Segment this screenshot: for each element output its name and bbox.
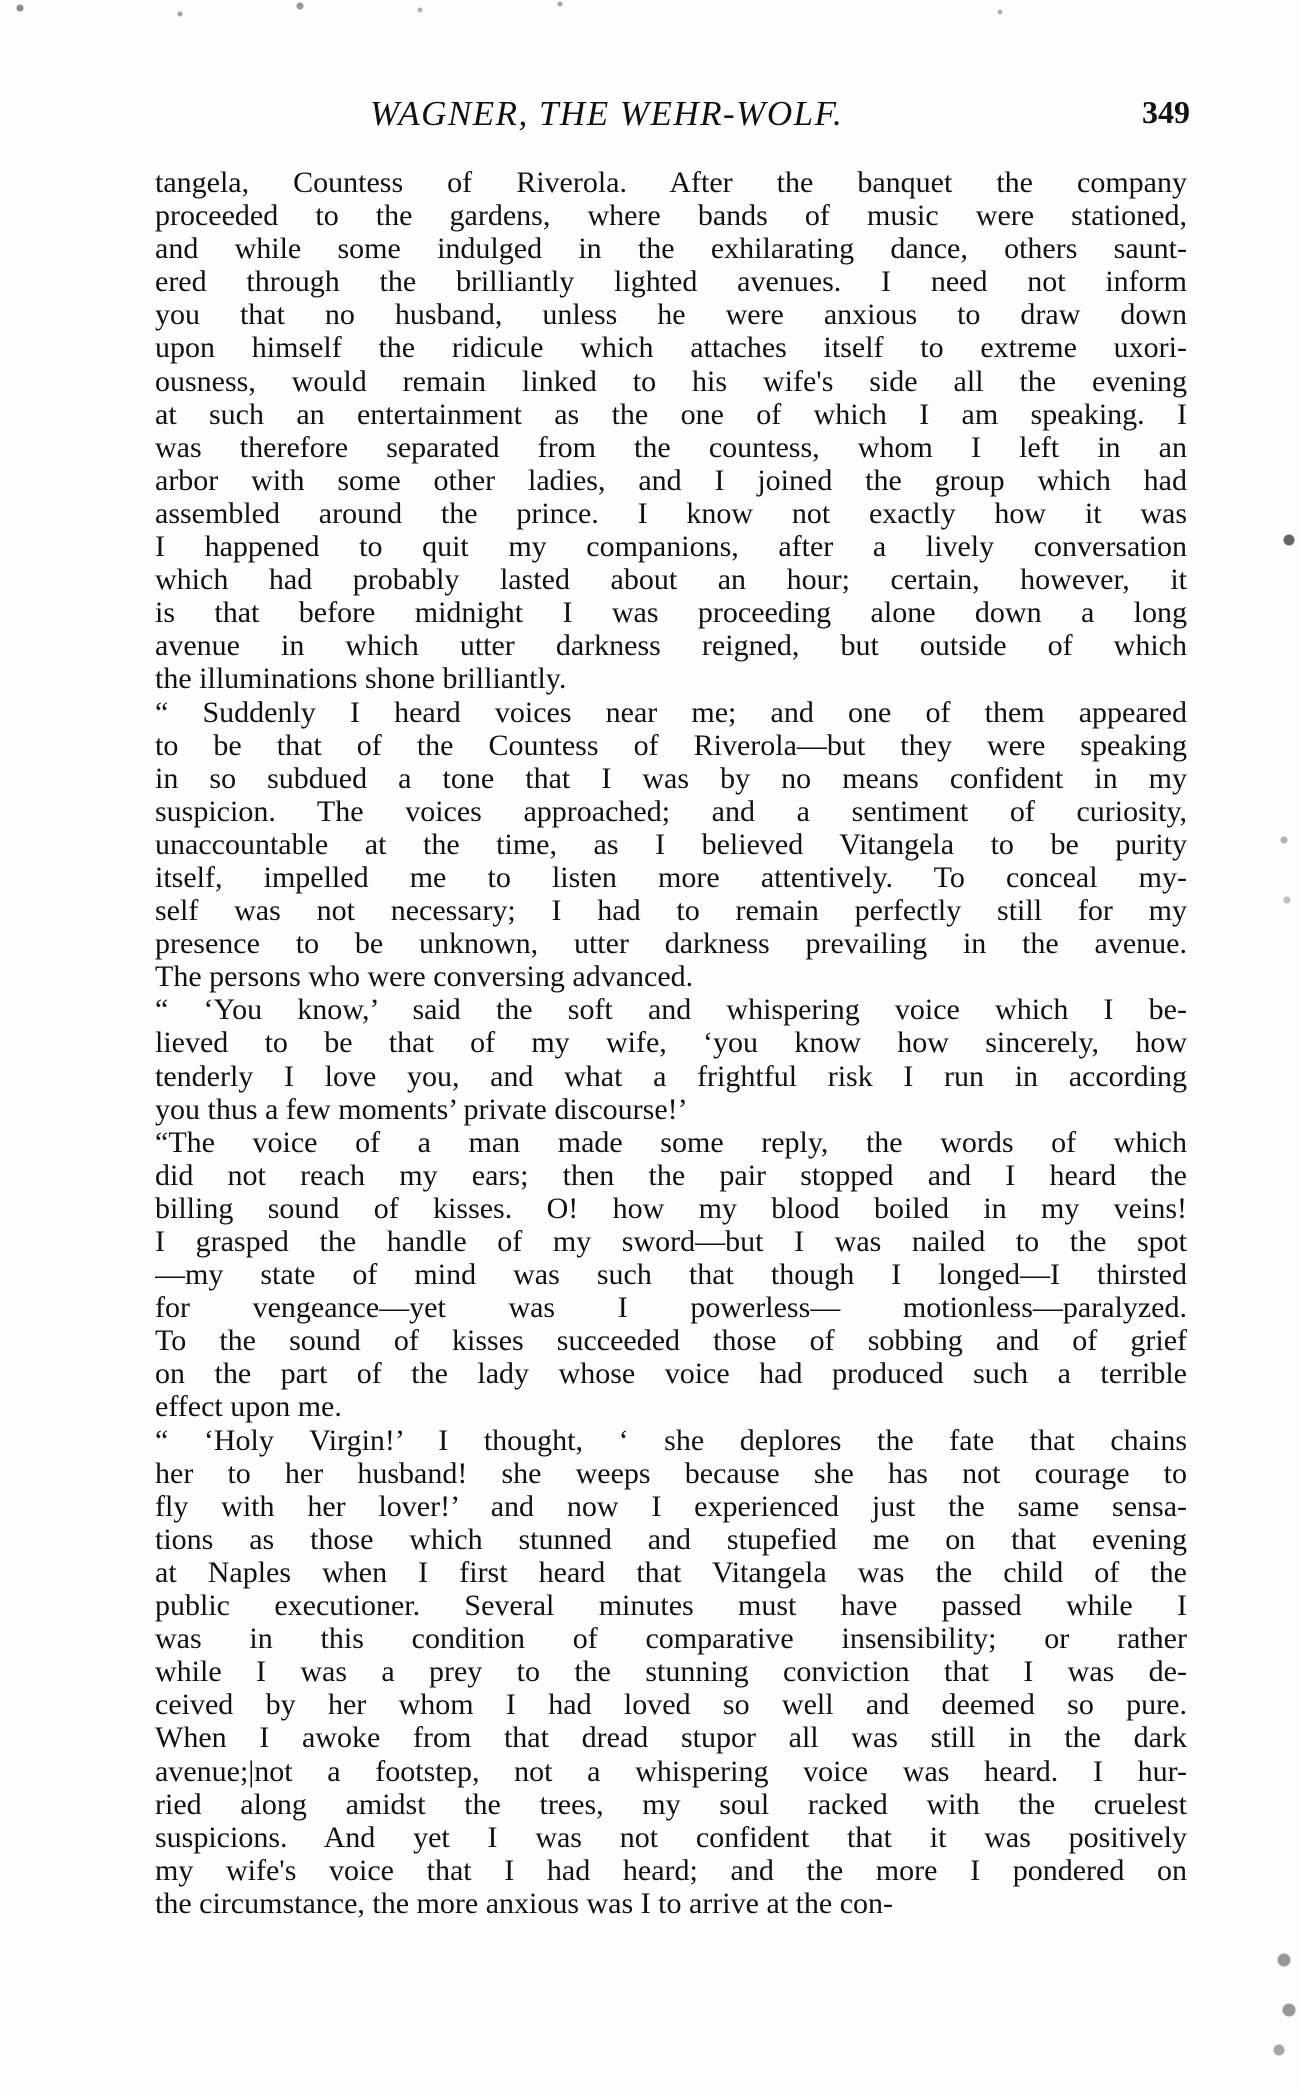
text-line: I happened to quit my companions, after a lively conversation xyxy=(155,530,1187,564)
text-line: to be that of the Countess of Riverola—but they were speaking xyxy=(155,728,1187,762)
text-line: itself, impelled me to listen more attentively. To conceal my- xyxy=(155,860,1187,894)
text-line: ried along amidst the trees, my soul racked with the cruelest xyxy=(155,1787,1187,1821)
text-line: upon himself the ridicule which attaches itself to extreme uxori- xyxy=(155,331,1187,365)
text-line: avenue;|not a footstep, not a whispering voice was heard. I hur- xyxy=(155,1754,1187,1788)
text-line: you that no husband, unless he were anxious to draw down xyxy=(155,298,1187,332)
text-line: on the part of the lady whose voice had produced such a terrible xyxy=(155,1357,1187,1391)
text-line: “ ‘You know,’ said the soft and whispering voice which I be- xyxy=(155,993,1187,1027)
text-line: for vengeance—yet was I powerless— motionless—paralyzed. xyxy=(155,1291,1187,1325)
text-line: proceeded to the gardens, where bands of music were stationed, xyxy=(155,199,1187,233)
text-line: tenderly I love you, and what a frightful risk I run in according xyxy=(155,1059,1187,1093)
text-line: in so subdued a tone that I was by no means confident in my xyxy=(155,761,1187,795)
text-line: tangela, Countess of Riverola. After the banquet the company xyxy=(155,166,1187,199)
page-header xyxy=(370,94,1190,138)
text-line: assembled around the prince. I know not exactly how it was xyxy=(155,496,1187,530)
text-line: while I was a prey to the stunning conviction that I was de- xyxy=(155,1655,1187,1689)
text-line: effect upon me. xyxy=(155,1390,342,1424)
text-line: her to her husband! she weeps because she has not courage to xyxy=(155,1456,1187,1490)
text-line: is that before midnight I was proceeding alone down a long xyxy=(155,596,1187,630)
text-line: at such an entertainment as the one of which I am speaking. I xyxy=(155,397,1187,431)
text-line: suspicion. The voices approached; and a sentiment of curiosity, xyxy=(155,794,1187,828)
scan-noise-top xyxy=(0,0,1299,60)
text-line: presence to be unknown, utter darkness prevailing in the avenue. xyxy=(155,927,1187,961)
text-line: unaccountable at the time, as I believed Vitangela to be purity xyxy=(155,827,1187,861)
scan-noise-right xyxy=(1259,0,1299,2090)
running-title: WAGNER, THE WEHR-WOLF. xyxy=(370,94,844,133)
text-line: did not reach my ears; then the pair stopped and I heard the xyxy=(155,1158,1187,1192)
text-line: ceived by her whom I had loved so well and deemed so pure. xyxy=(155,1688,1187,1722)
text-line: When I awoke from that dread stupor all was still in the dark xyxy=(155,1721,1187,1755)
text-line: I grasped the handle of my sword—but I was nailed to the spot xyxy=(155,1225,1187,1258)
text-line: The persons who were conversing advanced. xyxy=(155,960,694,994)
text-line: To the sound of kisses succeeded those of sobbing and of grief xyxy=(155,1324,1187,1358)
text-line: the illuminations shone brilliantly. xyxy=(155,662,567,696)
text-line: and while some indulged in the exhilarating dance, others saunt- xyxy=(155,232,1187,266)
text-line: fly with her lover!’ and now I experienced just the same sensa- xyxy=(155,1489,1187,1523)
text-line: “ ‘Holy Virgin!’ I thought, ‘ she deplores the fate that chains xyxy=(155,1423,1187,1457)
text-line: ered through the brilliantly lighted avenues. I need not inform xyxy=(155,265,1187,299)
text-line: avenue in which utter darkness reigned, but outside of which xyxy=(155,629,1187,663)
body-text xyxy=(155,166,1187,1920)
text-line: you thus a few moments’ private discourse!’ xyxy=(155,1092,688,1126)
text-line: “ Suddenly I heard voices near me; and one of them appeared xyxy=(155,695,1187,729)
page-number: 349 xyxy=(1142,94,1190,130)
text-line: was therefore separated from the countess, whom I left in an xyxy=(155,430,1187,464)
text-line: suspicions. And yet I was not confident that it was positively xyxy=(155,1820,1187,1854)
text-line: was in this condition of comparative insensibility; or rather xyxy=(155,1622,1187,1656)
text-line: arbor with some other ladies, and I joined the group which had xyxy=(155,463,1187,497)
text-line: lieved to be that of my wife, ‘you know how sincerely, how xyxy=(155,1026,1187,1060)
text-line: at Naples when I first heard that Vitangela was the child of the xyxy=(155,1555,1187,1589)
text-line: “The voice of a man made some reply, the words of which xyxy=(155,1125,1187,1159)
text-line: which had probably lasted about an hour; certain, however, it xyxy=(155,563,1187,597)
text-line: ousness, would remain linked to his wife's side all the evening xyxy=(155,364,1187,398)
text-line: the circumstance, the more anxious was I to arrive at the con- xyxy=(155,1886,894,1920)
text-line: billing sound of kisses. O! how my blood boiled in my veins! xyxy=(155,1191,1187,1225)
text-line: —my state of mind was such that though I longed—I thirsted xyxy=(155,1258,1187,1292)
text-line: public executioner. Several minutes must have passed while I xyxy=(155,1589,1187,1623)
text-line: self was not necessary; I had to remain perfectly still for my xyxy=(155,894,1187,928)
text-line: tions as those which stunned and stupefied me on that evening xyxy=(155,1522,1187,1556)
text-line: my wife's voice that I had heard; and the more I pondered on xyxy=(155,1853,1187,1887)
